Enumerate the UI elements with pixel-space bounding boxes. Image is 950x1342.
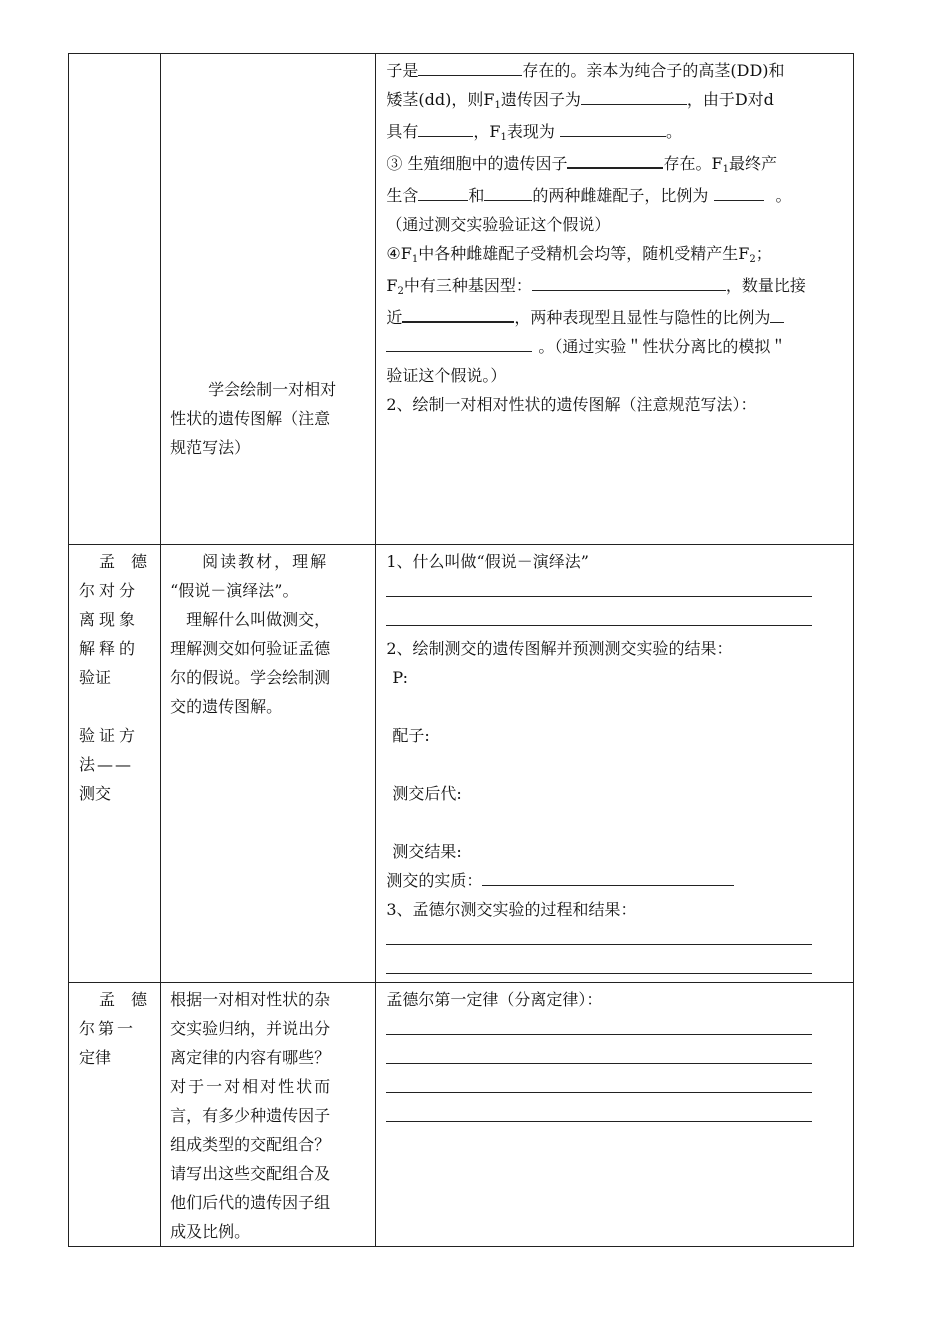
answer-line [386, 605, 843, 634]
goal-line: 尔的假说。学会绘制测 [170, 668, 331, 687]
gametes-label: 配子: [392, 726, 430, 745]
goal-line: 阅读教材，理解 [202, 552, 329, 571]
row1-topic-cell [69, 54, 161, 545]
offspring-label: 测交后代: [392, 784, 462, 803]
answer-line [386, 953, 843, 982]
spacer [386, 808, 843, 837]
essence-line: 测交的实质： [386, 866, 843, 895]
table-row [69, 983, 854, 1247]
goal-line: 交实验归纳，并说出分 [170, 1019, 331, 1038]
row2-topic-cell [69, 545, 161, 983]
topic-line: 尔对分 [79, 581, 140, 600]
goal-line: 交的遗传图解。 [170, 697, 283, 716]
content-line: ④F1中各种雌雄配子受精机会均等，随机受精产生F2； [386, 244, 772, 265]
topic-line: 孟 德 [99, 552, 148, 571]
topic-line: 验证 [79, 668, 112, 687]
goal-line: 成及比例。 [170, 1222, 251, 1241]
goal-line: 对于一对相对性状而 [170, 1077, 333, 1096]
content-line: ③ 生殖细胞中的遗传因子 存在。F1最终产 [386, 149, 843, 181]
topic-line: 验证方 [79, 726, 140, 745]
answer-line [386, 924, 843, 953]
row1-goal-cell [161, 54, 376, 545]
study-guide-table [68, 53, 854, 1247]
content-line: 矮茎(dd)，则F1遗传因子为 ，由于D对d [386, 85, 843, 117]
parent-label: P: [392, 668, 408, 687]
goal-line: 根据一对相对性状的杂 [170, 990, 331, 1009]
topic-line: 解释的 [79, 639, 140, 658]
row3-content-cell [376, 983, 854, 1247]
content-line: （通过测交实验验证这个假说） [386, 215, 611, 234]
answer-line [386, 1014, 843, 1043]
question-2: 2、绘制测交的遗传图解并预测测交实验的结果： [386, 639, 733, 658]
table-row [69, 545, 854, 983]
row2-content-cell [376, 545, 854, 983]
row1-goal-line: 性状的遗传图解（注意 [170, 409, 331, 428]
spacer [386, 692, 843, 721]
goal-line: 理解测交如何验证孟德 [170, 639, 331, 658]
table-row [69, 54, 854, 545]
goal-line: 他们后代的遗传因子组 [170, 1193, 331, 1212]
answer-line [386, 1072, 843, 1101]
goal-line: 言，有多少种遗传因子 [170, 1106, 331, 1125]
topic-line: 尔第一 [79, 1019, 137, 1038]
content-line: 生含 和 的两种雌雄配子，比例为 。 [386, 181, 843, 210]
goal-line: 组成类型的交配组合？ [170, 1135, 331, 1154]
row3-topic-cell [69, 983, 161, 1247]
topic-line: 离现象 [79, 610, 140, 629]
law-title: 孟德尔第一定律（分离定律）： [386, 990, 603, 1009]
row3-goal-cell [161, 983, 376, 1247]
row1-goal-line: 规范写法） [170, 438, 251, 457]
row1-goal-line: 学会绘制一对相对 [208, 380, 337, 399]
goal-line: 离定律的内容有哪些？ [170, 1048, 331, 1067]
content-line: F2中有三种基因型： ，数量比接 [386, 271, 843, 303]
content-line: 具有 ，F1表现为 。 [386, 117, 843, 149]
content-line: 验证这个假说。） [386, 366, 507, 385]
topic-line: 定律 [79, 1048, 112, 1067]
goal-line: 理解什么叫做测交， [186, 610, 331, 629]
question-3: 3、孟德尔测交实验的过程和结果： [386, 900, 637, 919]
topic-line: 孟 德 [99, 990, 148, 1009]
answer-line [386, 1043, 843, 1072]
content-line: 近 ，两种表现型且显性与隐性的比例为 [386, 303, 843, 332]
topic-gap [79, 692, 150, 721]
answer-line [386, 576, 843, 605]
goal-line: “假说－演绎法”。 [170, 581, 299, 600]
content-line: 2、绘制一对相对性状的遗传图解（注意规范写法）： [386, 395, 757, 414]
question-1: 1、什么叫做“假说－演绎法” [386, 552, 589, 571]
result-label: 测交结果: [392, 842, 462, 861]
goal-line: 请写出这些交配组合及 [170, 1164, 331, 1183]
row1-content-cell [376, 54, 854, 545]
content-line: 。（通过实验＂性状分离比的模拟＂ [386, 332, 843, 361]
spacer [386, 750, 843, 779]
content-line: 子是 存在的。亲本为纯合子的高茎(DD)和 [386, 56, 843, 85]
topic-line: 测交 [79, 784, 112, 803]
answer-line [386, 1101, 843, 1130]
topic-line: 法—— [79, 755, 134, 774]
row2-goal-cell [161, 545, 376, 983]
